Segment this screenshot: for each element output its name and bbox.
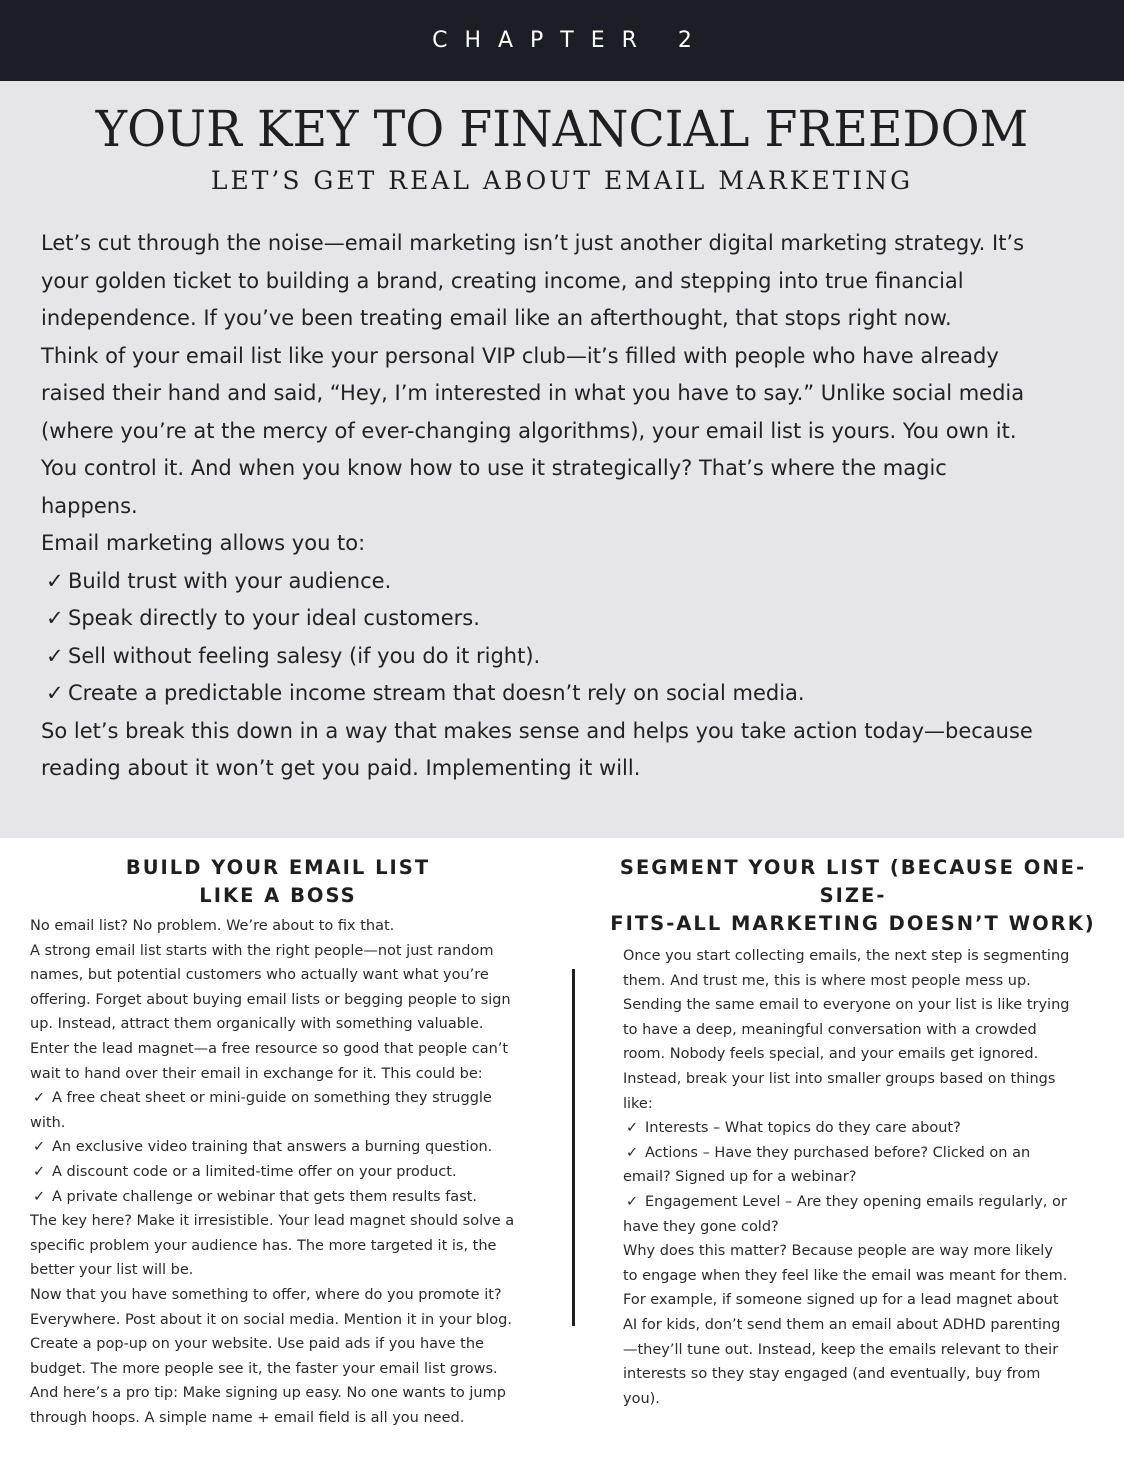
body-line: —they’ll tune out. Instead, keep the emails relevant to their [623,1341,1059,1358]
heading-line: LIKE A BOSS [199,884,357,907]
chapter-banner [0,0,1124,81]
checklist-item [623,1141,1083,1166]
check-icon: ✓ [46,568,64,593]
body-line: through hoops. A simple name + email field is all you need. [30,1409,465,1426]
body-line: budget. The more people see it, the faster your email list grows. [30,1360,498,1377]
intro-line: happens. [41,493,138,518]
section-heading [598,854,1108,938]
section-body [30,914,530,1430]
checklist-item [30,1086,530,1111]
body-line: names, but potential customers who actually want what you’re [30,967,489,984]
checklist-wrap: have they gone cold? [623,1218,779,1235]
body-line: Once you start collecting emails, the next step is segmenting [623,948,1070,964]
check-icon: ✓ [46,681,64,705]
intro-line: your golden ticket to building a brand, creating income, and stepping into true financial [41,268,964,293]
body-line: room. Nobody feels special, and your emails get ignored. [623,1046,1039,1063]
intro-line: raised their hand and said, “Hey, I’m interested in what you have to say.” Unlike social media [41,381,1025,405]
page-title: YOUR KEY TO FINANCIAL FREEDOM [95,100,1029,158]
checklist-text: A private challenge or webinar that gets them results fast. [52,1188,478,1205]
checklist-text: Actions – Have they purchased before? Clicked on an [645,1144,1031,1161]
checklist-text: An exclusive video training that answers a burning question. [52,1139,493,1156]
body-line: A strong email list starts with the right people—not just random [30,942,494,959]
body-line: The key here? Make it irresistible. Your lead magnet should solve a [30,1213,515,1230]
check-icon: ✓ [626,1120,639,1137]
check-icon: ✓ [33,1188,46,1205]
checklist-item [30,1135,530,1160]
heading-line: SEGMENT YOUR LIST (BECAUSE ONE-SIZE- [619,856,1087,907]
checklist-wrap: with. [30,1114,66,1131]
section-heading [30,854,526,910]
body-line: Enter the lead magnet—a free resource so good that people can’t [30,1040,509,1057]
body-line: like: [623,1095,653,1112]
hero-section [0,81,1124,838]
checklist-text: Engagement Level – Are they opening emails regularly, or [645,1193,1067,1210]
check-icon: ✓ [626,1193,639,1210]
checklist-text: Build trust with your audience. [68,568,392,593]
body-line: to have a deep, meaningful conversation with a crowded [623,1021,1037,1038]
checklist-text: Speak directly to your ideal customers. [68,606,480,630]
checklist-item [623,1116,1083,1141]
body-line: For example, if someone signed up for a lead magnet about [623,1292,1059,1309]
section-body [598,944,1083,1411]
page-subtitle: LET’S GET REAL ABOUT EMAIL MARKETING [210,166,914,195]
checklist-item [41,638,1101,676]
checklist-wrap: email? Signed up for a webinar? [623,1169,857,1186]
checklist-item [30,1185,530,1210]
checklist-item [30,1160,530,1185]
checklist-text: A discount code or a limited-time offer on your product. [52,1163,457,1180]
body-line: better your list will be. [30,1262,194,1279]
checklist-text: Sell without feeling salesy (if you do it right). [68,643,541,668]
check-icon: ✓ [626,1144,639,1161]
hero-body [41,225,1101,788]
body-line: Now that you have something to offer, where do you promote it? [30,1286,502,1303]
body-line: And here’s a pro tip: Make signing up easy. No one wants to jump [30,1385,506,1402]
chapter-label: CHAPTER 2 [432,28,709,53]
body-line: No email list? No problem. We’re about to fix that. [30,918,395,934]
body-line: up. Instead, attract them organically with something valuable. [30,1016,484,1033]
body-line: Everywhere. Post about it on social media. Mention it in your blog. [30,1311,512,1328]
checklist-item [623,1190,1083,1215]
body-line: AI for kids, don’t send them an email about ADHD parenting [623,1316,1061,1333]
check-icon: ✓ [33,1163,46,1180]
column-divider [572,969,575,1326]
heading-line: FITS-ALL MARKETING DOESN’T WORK) [610,912,1096,935]
intro-line: Let’s cut through the noise—email marketing isn’t just another digital marketing strategy. It’s [41,231,1025,255]
body-line: Create a pop-up on your website. Use paid ads if you have the [30,1336,484,1353]
body-line: to engage when they feel like the email was meant for them. [623,1267,1068,1284]
check-icon: ✓ [33,1090,46,1107]
intro-line: Think of your email list like your personal VIP club—it’s filled with people who have already [41,343,999,368]
checklist-text: A free cheat sheet or mini-guide on something they struggle [52,1090,492,1107]
body-line: Sending the same email to everyone on your list is like trying [623,997,1070,1014]
check-icon: ✓ [46,643,64,668]
checklist-item [41,675,1101,713]
body-line: wait to hand over their email in exchange for it. This could be: [30,1065,483,1082]
body-line: them. And trust me, this is where most people mess up. [623,972,1031,989]
build-list-section [30,854,530,1430]
body-line: Why does this matter? Because people are way more likely [623,1243,1053,1260]
check-icon: ✓ [33,1139,46,1156]
body-line: offering. Forget about buying email lists or begging people to sign [30,991,511,1008]
closing-line: reading about it won’t get you paid. Implementing it will. [41,756,641,780]
segment-list-section [598,854,1108,1411]
heading-line: BUILD YOUR EMAIL LIST [125,856,431,879]
body-line: specific problem your audience has. The more targeted it is, the [30,1237,497,1254]
closing-line: So let’s break this down in a way that makes sense and helps you take action today—because [41,718,1033,743]
body-line: Instead, break your list into smaller groups based on things [623,1070,1056,1087]
intro-line: You control it. And when you know how to use it strategically? That’s where the magic [41,456,947,480]
intro-line: (where you’re at the mercy of ever-changing algorithms), your email list is yours. You own it. [41,418,1017,443]
checklist-text: Interests – What topics do they care about? [645,1120,961,1137]
checklist-item [41,600,1101,638]
body-line: interests so they stay engaged (and eventually, buy from [623,1366,1041,1383]
intro-line: Email marketing allows you to: [41,531,366,555]
intro-line: independence. If you’ve been treating email like an afterthought, that stops right now. [41,306,952,330]
check-icon: ✓ [46,606,64,630]
checklist-text: Create a predictable income stream that doesn’t rely on social media. [68,681,805,705]
body-line: you). [623,1390,660,1407]
checklist-item [41,563,1101,601]
